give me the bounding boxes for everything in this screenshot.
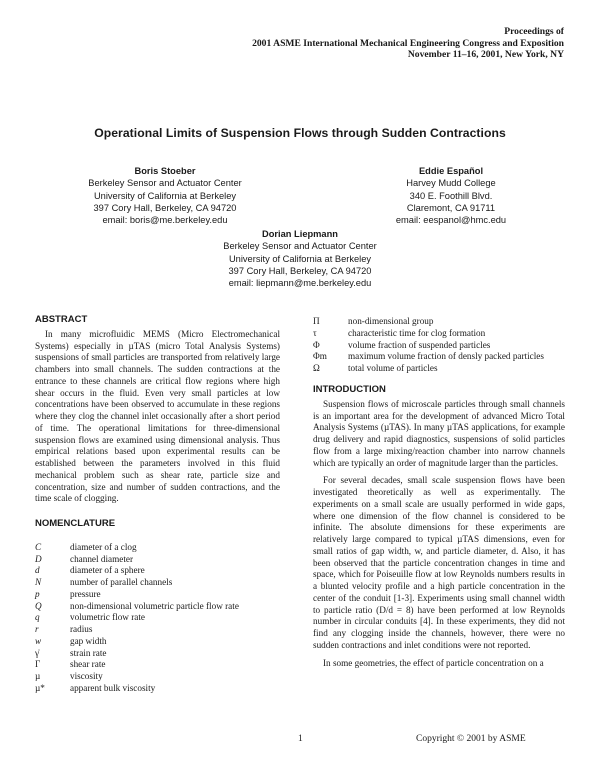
proceedings-line-1: Proceedings of	[504, 26, 564, 37]
nomenclature-symbol: q	[35, 612, 40, 623]
proceedings-line-2: 2001 ASME International Mechanical Engineering Congress and Exposition	[252, 37, 564, 49]
nomenclature-symbol: τ	[313, 327, 317, 338]
nomenclature-symbol: D	[35, 553, 42, 564]
author-affiliation: University of California at Berkeley	[93, 190, 237, 201]
nomenclature-definition: strain rate	[70, 647, 107, 658]
nomenclature-definition: number of parallel channels	[70, 577, 173, 587]
author-address: 340 E. Foothill Blvd.	[409, 190, 493, 201]
introduction-heading: INTRODUCTION	[313, 384, 386, 395]
author-name: Boris Stoeber	[134, 166, 196, 176]
author-affiliation: Berkeley Sensor and Actuator Center	[88, 178, 242, 189]
paper-title: Operational Limits of Suspension Flows through Sudden Contractions	[94, 126, 506, 140]
page-number: 1	[298, 734, 303, 744]
nomenclature-symbol: w	[35, 635, 42, 646]
nomenclature-list	[35, 542, 280, 695]
author-email: email: boris@me.berkeley.edu	[102, 215, 228, 226]
introduction-section	[313, 384, 565, 669]
nomenclature-item	[35, 589, 280, 601]
nomenclature-item	[35, 671, 280, 683]
nomenclature-definition: apparent bulk viscosity	[70, 682, 156, 693]
nomenclature-definition: volume fraction of suspended particles	[348, 339, 491, 350]
nomenclature-symbol: Ω	[313, 363, 320, 373]
nomenclature-definition: maximum volume fraction of densly packed particles	[348, 351, 544, 362]
nomenclature-item	[313, 328, 565, 340]
abstract-heading: ABSTRACT	[35, 314, 88, 325]
proceedings-line-3: November 11–16, 2001, New York, NY	[407, 49, 564, 60]
nomenclature-section	[35, 518, 280, 695]
author-address: 397 Cory Hall, Berkeley, CA 94720	[93, 202, 237, 213]
nomenclature-item	[313, 340, 565, 352]
author-email: email: liepmann@me.berkeley.edu	[228, 278, 372, 289]
nomenclature-item	[313, 351, 565, 363]
nomenclature-definition: diameter of a sphere	[70, 565, 145, 576]
nomenclature-symbol: Γ	[35, 659, 41, 670]
nomenclature-definition: non-dimensional group	[348, 316, 434, 326]
author-address: Claremont, CA 91711	[406, 202, 496, 213]
nomenclature-item	[35, 601, 280, 613]
nomenclature-symbol: Q	[35, 600, 42, 611]
introduction-paragraph: Suspension flows of microscale particles through small channels is an important area for the development of advanced Micro Total Analysis Systems (µTAS). In many µTAS applications, for example drug delivery and rapid diagnostics, suspensions of solid particles flow from a large mixing/reaction chamber into narrow channels which are typically an order of magnitude larger than the particles.	[313, 398, 565, 468]
nomenclature-definition: pressure	[70, 588, 101, 599]
author-affiliation: Harvey Mudd College	[406, 178, 496, 189]
nomenclature-item	[35, 612, 280, 624]
nomenclature-item	[35, 636, 280, 648]
nomenclature-item	[35, 565, 280, 577]
nomenclature-symbol: N	[35, 577, 42, 587]
nomenclature-item	[313, 316, 565, 328]
author-block-3	[195, 228, 405, 289]
nomenclature-symbol: γ̇	[35, 647, 40, 658]
introduction-paragraph: For several decades, small scale suspension flows have been investigated theoretically as well as experimentally. The experiments on a small scale are usually performed in wide gaps, where one dimension of the flow channel is considered to be infinite. The absolute dimensions for these experiments are relatively large compared to typical µTAS dimensions, even for small ratios of gap width, w, and particle diameter, d. Also, it has been observed that the particle concentration changes in time and space, which for Poiseuille flow at low Reynolds numbers results in a blunted velocity profile and a high particle concentration in the center of the conduit [1-3]. Experiments using small channel width to particle ratio (D/d = 8) have been performed at low Reynolds number in circular conduits [4]. In these experiments, they did not find any clogging inside the channels, however, there were no sudden contractions and inlet conditions were not reported.	[313, 475, 565, 650]
nomenclature-symbol: r	[35, 624, 39, 634]
nomenclature-symbol: µ*	[35, 682, 45, 693]
nomenclature-symbol: µ	[35, 671, 41, 681]
nomenclature-definition: diameter of a clog	[70, 541, 137, 552]
nomenclature-continued	[313, 316, 565, 375]
nomenclature-symbol: p	[35, 588, 40, 599]
nomenclature-item	[35, 648, 280, 660]
nomenclature-item	[35, 542, 280, 554]
nomenclature-definition: non-dimensional volumetric particle flow rate	[70, 600, 239, 611]
nomenclature-definition: total volume of particles	[348, 363, 438, 373]
author-address: 397 Cory Hall, Berkeley, CA 94720	[228, 265, 372, 276]
nomenclature-item	[313, 363, 565, 375]
author-block-1	[60, 165, 270, 226]
nomenclature-item	[35, 624, 280, 636]
nomenclature-item	[35, 577, 280, 589]
nomenclature-definition: shear rate	[70, 659, 106, 670]
introduction-paragraph: In some geometries, the effect of particle concentration on a	[323, 657, 544, 668]
nomenclature-definition: volumetric flow rate	[70, 612, 146, 623]
nomenclature-definition: characteristic time for clog formation	[348, 327, 486, 338]
author-email: email: eespanol@hmc.edu	[395, 215, 507, 226]
author-affiliation: Berkeley Sensor and Actuator Center	[223, 241, 377, 252]
proceedings-header	[252, 26, 564, 61]
copyright-notice: Copyright © 2001 by ASME	[416, 734, 526, 744]
author-name: Dorian Liepmann	[262, 229, 338, 239]
nomenclature-definition: channel diameter	[70, 553, 134, 564]
nomenclature-definition: viscosity	[70, 671, 103, 681]
author-block-2	[346, 165, 556, 226]
nomenclature-item	[35, 554, 280, 566]
author-name: Eddie Español	[418, 166, 484, 176]
nomenclature-item	[35, 659, 280, 671]
nomenclature-item	[35, 683, 280, 695]
nomenclature-symbol: d	[35, 565, 40, 576]
nomenclature-symbol: Π	[313, 316, 320, 326]
nomenclature-definition: gap width	[70, 635, 107, 646]
abstract-text: In many microfluidic MEMS (Micro Electromechanical Systems) especially in µTAS (micro Total Analysis Systems) suspensions of small particles are transported from relatively large chambers into small channels. The sudden contractions at the entrance to these channels are critical flow regions where high shear occurs in the fluid. Even very small particles at low concentrations have been observed to accumulate in these regions where they clog the channel inlet occasionally after a short period of time. The operational limitations for three-dimensional suspension flows are examined using dimensional analysis. Thus empirical relations based upon experimental results can be established between the parameters involved in this fluid mechanical problem such as shear rate, particle size and concentration, size and number of sudden contractions, and the time scale of clogging.	[35, 328, 280, 504]
abstract-section	[35, 314, 280, 505]
nomenclature-symbol: C	[35, 541, 42, 552]
nomenclature-heading: NOMENCLATURE	[35, 518, 116, 529]
nomenclature-symbol: Φm	[313, 351, 327, 362]
nomenclature-symbol: Φ	[313, 339, 320, 350]
nomenclature-definition: radius	[70, 624, 93, 634]
author-affiliation: University of California at Berkeley	[228, 253, 372, 264]
